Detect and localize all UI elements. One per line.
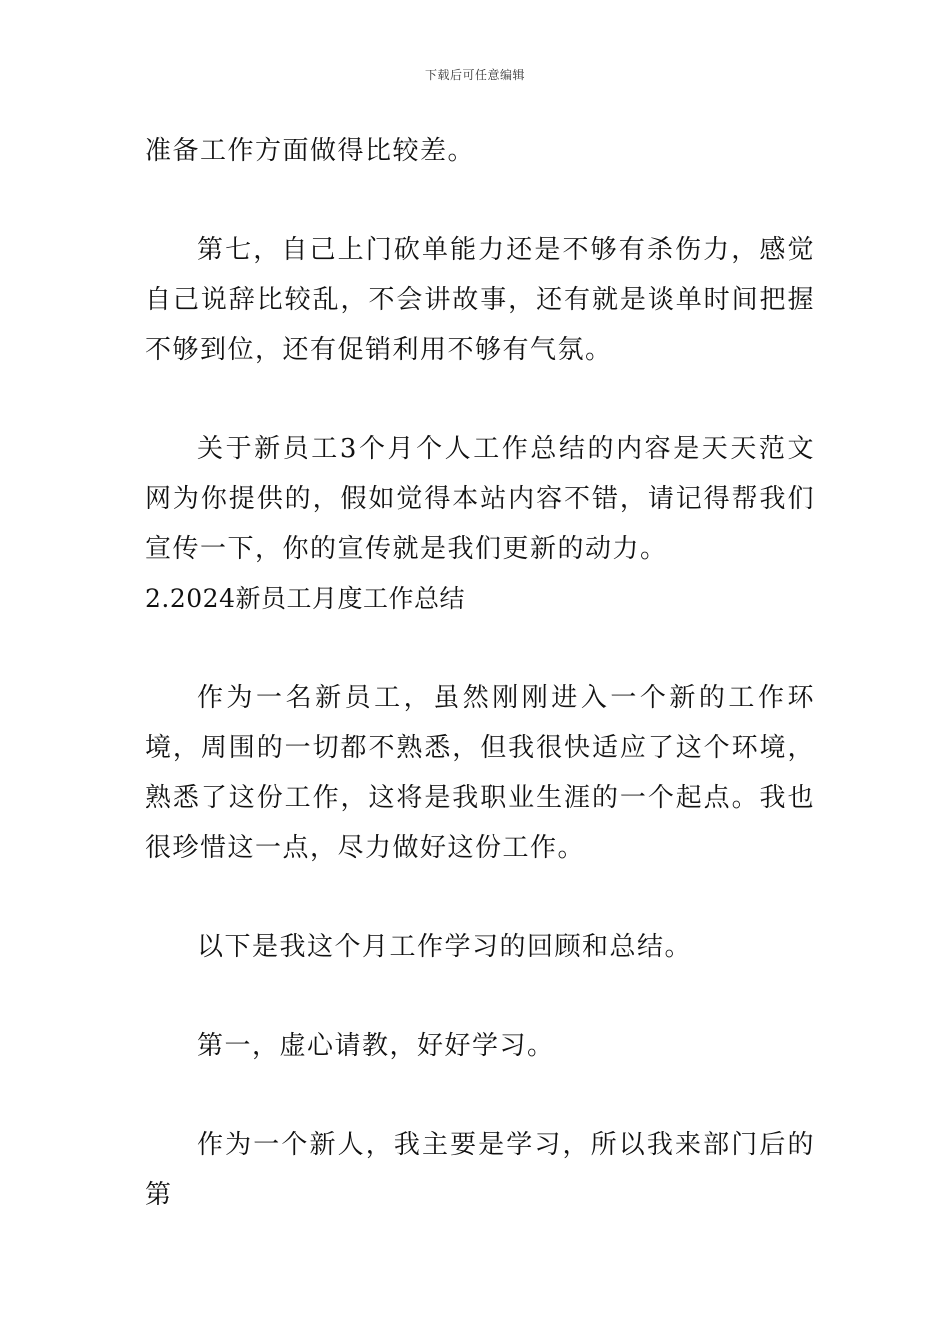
paragraph-continuation: 准备工作方面做得比较差。 bbox=[145, 136, 476, 166]
paragraph-first-point: 第一，虚心请教，好好学习。 bbox=[197, 1031, 555, 1061]
document-body bbox=[145, 126, 815, 1220]
paragraph-review-lead: 以下是我这个月工作学习的回顾和总结。 bbox=[197, 932, 693, 962]
page-header-note: 下载后可任意编辑 bbox=[424, 68, 525, 82]
paragraph-first-point-detail: 作为一个新人，我主要是学习，所以我来部门后的第 bbox=[145, 1130, 815, 1210]
section-heading: 2.2024新员工月度工作总结 bbox=[145, 584, 465, 613]
paragraph-intro: 作为一名新员工，虽然刚刚进入一个新的工作环境，周围的一切都不熟悉，但我很快适应了这个环境，熟悉了这份工作，这将是我职业生涯的一个起点。我也很珍惜这一点，尽力做好这份工作。 bbox=[145, 683, 815, 863]
paragraph-seventh-point: 第七，自己上门砍单能力还是不够有杀伤力，感觉自己说辞比较乱，不会讲故事，还有就是谈单时间把握不够到位，还有促销利用不够有气氛。 bbox=[145, 235, 815, 365]
paragraph-closing-note: 关于新员工3个月个人工作总结的内容是天天范文网为你提供的，假如觉得本站内容不错，请记得帮我们宣传一下，你的宣传就是我们更新的动力。 bbox=[145, 434, 815, 564]
